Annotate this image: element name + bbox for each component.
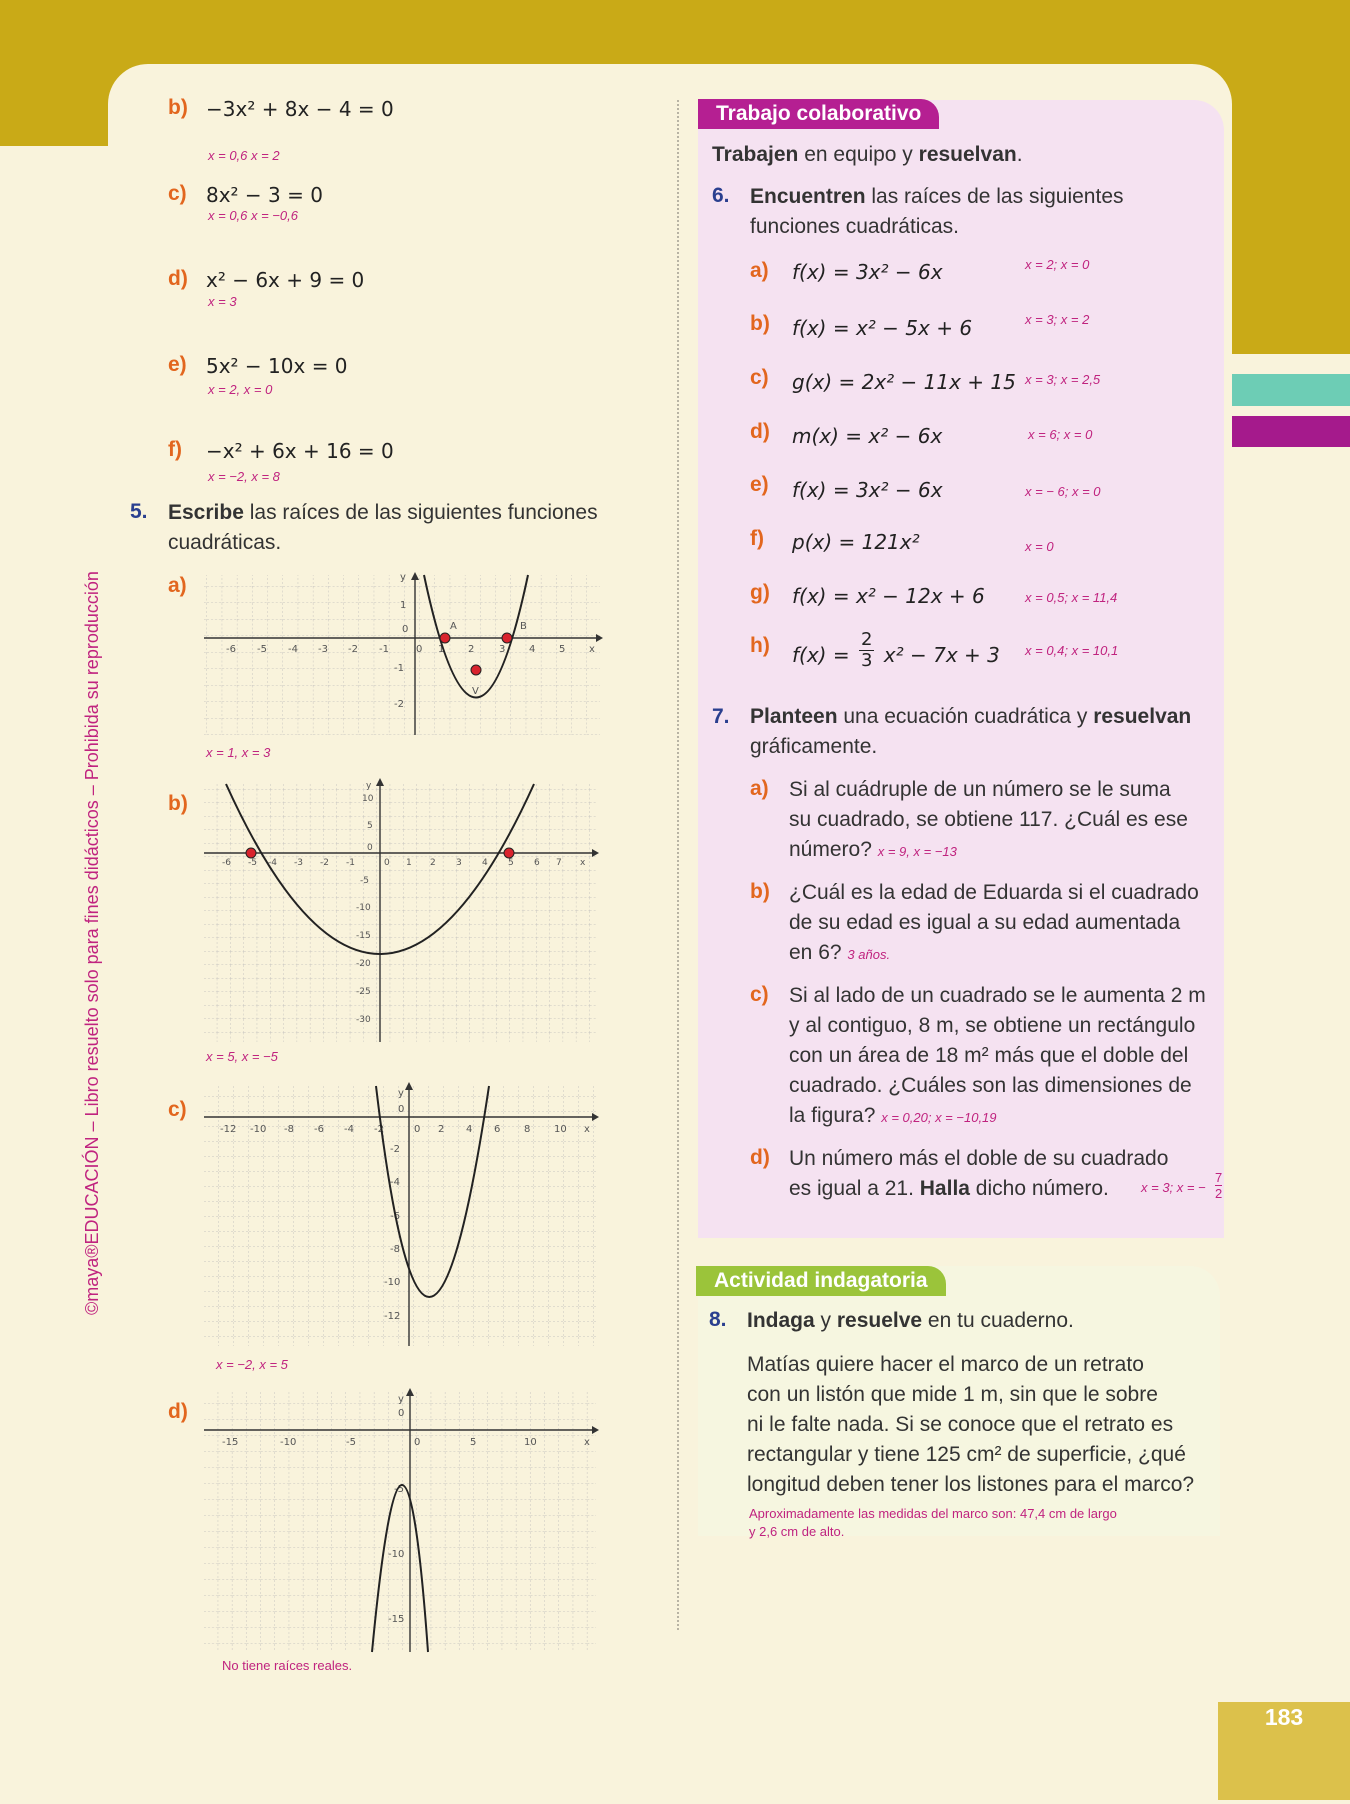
svg-text:8: 8 [524,1124,531,1135]
svg-text:5: 5 [508,858,514,868]
svg-text:-5: -5 [257,644,267,655]
answer: x = − 6; x = 0 [1025,484,1101,499]
svg-text:7: 7 [556,858,562,868]
svg-text:-20: -20 [356,959,371,969]
svg-text:4: 4 [529,644,536,655]
problem-text: Si al cuádruple de un número se le suma su cuadrado, se obtiene 117. ¿Cuál es ese número? x = 9, x = −13 [789,778,1188,861]
page-number: 183 [1264,1704,1304,1730]
graph-label: d) [168,1400,188,1423]
equation: f(x) = 3x² − 6x [792,478,943,502]
question-number: 7. [712,705,730,728]
svg-text:-25: -25 [356,987,371,997]
answer: x = 0,4; x = 10,1 [1025,643,1119,658]
equation: f(x) = x² − 12x + 6 [792,584,985,608]
svg-text:-10: -10 [384,1277,401,1288]
answer: x = 6; x = 0 [1028,427,1093,442]
svg-text:-10: -10 [250,1124,267,1135]
svg-text:-12: -12 [220,1124,237,1135]
equation: x² − 6x + 9 = 0 [206,268,365,292]
svg-text:x: x [589,644,595,655]
problem-text: ¿Cuál es la edad de Eduarda si el cuadrado de su edad es igual a su edad aumentada en 6? 3 años. [789,881,1199,964]
svg-text:-6: -6 [390,1211,400,1222]
svg-text:-15: -15 [222,1437,239,1448]
svg-text:10: 10 [554,1124,567,1135]
question-7-text: Planteen una ecuación cuadrática y resuelvan gráficamente. [750,705,1192,758]
question-number: 5. [130,500,148,523]
svg-text:-10: -10 [280,1437,297,1448]
svg-text:-10: -10 [356,903,371,913]
equation: 5x² − 10x = 0 [206,354,348,378]
svg-text:2: 2 [430,858,436,868]
root-point [440,633,450,643]
vertex-point [471,665,481,675]
svg-text:-2: -2 [348,644,358,655]
svg-text:-4: -4 [390,1177,400,1188]
problem-text: Si al lado de un cuadrado se le aumenta 2 m y al contiguo, 8 m, se obtiene un rectángulo con un área de 18 m² más que el doble del cuadrado. ¿Cuáles son las dimensiones de la figura? x = 0,20; x = −10,19 [789,984,1206,1127]
answer: x = −2, x = 5 [216,1357,288,1372]
svg-text:1: 1 [406,858,412,868]
svg-text:5: 5 [470,1437,477,1448]
answer: x = −2, x = 8 [208,469,280,484]
item-label: d) [750,420,770,443]
left-strip [0,146,8,1800]
svg-text:-30: -30 [356,1015,371,1025]
item-label: a) [750,259,769,282]
right-band [1232,0,1350,354]
answer: x = 2; x = 0 [1025,257,1090,272]
svg-text:5: 5 [559,644,566,655]
svg-text:-15: -15 [388,1614,405,1625]
svg-text:-15: -15 [356,931,371,941]
item-label: d) [750,1146,770,1169]
section-tab-mint[interactable] [1232,374,1350,406]
svg-text:2: 2 [468,644,475,655]
item-label: e) [168,353,187,376]
answer: Aproximadamente las medidas del marco son: 47,4 cm de largo [749,1506,1117,1521]
svg-text:-10: -10 [388,1549,405,1560]
svg-text:-2: -2 [320,858,329,868]
svg-text:-5: -5 [248,858,257,868]
collab-intro: Trabajen en equipo y resuelvan. [712,143,1023,166]
equation: 8x² − 3 = 0 [206,183,323,207]
collaborative-header: Trabajo colaborativo [698,99,939,129]
svg-text:1: 1 [400,600,407,611]
answer: x = 3; x = 2 [1025,312,1090,327]
item-label: h) [750,634,770,657]
item-label: e) [750,473,769,496]
svg-text:4: 4 [482,858,488,868]
answer: x = 1, x = 3 [206,745,271,760]
graph-d [204,1388,604,1656]
question-number: 8. [709,1308,727,1331]
svg-text:-4: -4 [268,858,277,868]
svg-text:0: 0 [398,1408,405,1419]
answer: x = 2, x = 0 [208,382,273,397]
graph-label: a) [168,574,187,597]
answer: x = 0,5; x = 11,4 [1025,590,1118,605]
svg-text:-5: -5 [346,1437,356,1448]
root-point [502,633,512,643]
svg-text:0: 0 [384,858,390,868]
svg-text:-5: -5 [394,1484,404,1495]
section-tab-magenta[interactable] [1232,416,1350,447]
svg-text:y: y [398,1088,404,1099]
svg-text:0: 0 [367,843,373,853]
svg-text:A: A [450,621,457,632]
item-label: b) [168,96,188,119]
item-label: c) [750,983,769,1006]
item-label: c) [168,182,187,205]
svg-text:-6: -6 [222,858,231,868]
item-label: b) [750,880,770,903]
graph-a [204,570,604,740]
column-divider [677,100,679,1630]
item-label: f) [168,438,182,461]
svg-text:3: 3 [456,858,462,868]
svg-text:y: y [398,1394,404,1405]
svg-text:5: 5 [367,821,373,831]
svg-text:x: x [584,1437,590,1448]
svg-text:-1: -1 [394,663,404,674]
svg-text:x: x [584,1124,590,1135]
question-number: 6. [712,184,730,207]
svg-text:-6: -6 [226,644,236,655]
svg-text:2: 2 [438,1124,445,1135]
answer: x = 3 [208,294,237,309]
answer: No tiene raíces reales. [222,1658,353,1673]
answer: x = 0,6 x = −0,6 [208,208,298,223]
svg-text:y: y [400,572,406,583]
answer: x = 0 [1025,539,1054,554]
svg-text:-2: -2 [374,1124,384,1135]
answer: y 2,6 cm de alto. [749,1524,845,1539]
graph-b [204,776,604,1046]
svg-text:B: B [520,621,527,632]
equation: m(x) = x² − 6x [792,424,943,448]
question-8-text: Indaga y resuelve en tu cuaderno. [747,1309,1074,1332]
equation: f(x) = $\frac{2}{3}$ x² − 7x + 3 [792,629,1000,671]
svg-text:x: x [580,858,586,868]
svg-text:0: 0 [416,644,423,655]
question-6-text: Encuentren las raíces de las siguientes funciones cuadráticas. [750,185,1124,238]
svg-text:-12: -12 [384,1311,401,1322]
svg-text:-5: -5 [360,876,369,886]
svg-text:-3: -3 [318,644,328,655]
svg-text:0: 0 [414,1124,421,1135]
item-label: g) [750,581,770,604]
svg-text:y: y [366,781,372,791]
item-label: a) [750,777,769,800]
answer: x = 3; x = 2,5 [1025,372,1101,387]
answer: x = 3; x = − [1141,1180,1206,1195]
svg-text:0: 0 [414,1437,421,1448]
svg-text:-2: -2 [390,1144,400,1155]
equation: f(x) = 3x² − 6x [792,260,943,284]
equation: −x² + 6x + 16 = 0 [206,439,394,463]
svg-text:-1: -1 [346,858,355,868]
equation: −3x² + 8x − 4 = 0 [206,97,394,121]
svg-text:-3: -3 [294,858,303,868]
svg-text:1: 1 [438,644,445,655]
answer-fraction: 7 2 [1215,1170,1223,1201]
svg-text:-1: -1 [379,644,389,655]
graph-label: c) [168,1098,187,1121]
svg-text:3: 3 [499,644,506,655]
svg-text:6: 6 [534,858,540,868]
item-label: d) [168,267,188,290]
svg-text:-4: -4 [288,644,298,655]
graph-c [204,1082,604,1352]
svg-text:-4: -4 [344,1124,354,1135]
equation: f(x) = x² − 5x + 6 [792,316,973,340]
svg-text:10: 10 [362,794,374,804]
problem-text: Un número más el doble de su cuadrado es igual a 21. Halla dicho número. [789,1147,1169,1200]
item-label: c) [750,366,769,389]
copyright-side-text: ©maya®EDUCACIÓN – Libro resuelto solo para fines didácticos – Prohibida su reproducción [82,571,102,1315]
svg-text:0: 0 [398,1104,405,1115]
svg-text:0: 0 [402,624,409,635]
item-label: b) [750,312,770,335]
equation: p(x) = 121x² [792,530,920,554]
question-5-text: Escribe las raíces de las siguientes funciones cuadráticas. [168,501,598,554]
svg-text:-8: -8 [390,1244,400,1255]
svg-text:4: 4 [466,1124,473,1135]
graph-label: b) [168,792,188,815]
problem-text: Matías quiere hacer el marco de un retrato con un listón que mide 1 m, sin que le sobre ni le falte nada. Si se conoce que el retrato es rectangular y tiene 125 cm² de superficie, ¿qué longitud deben tener los listones para el marco? [747,1353,1195,1496]
item-label: f) [750,527,764,550]
svg-text:V: V [472,686,479,697]
svg-text:-8: -8 [284,1124,294,1135]
inquiry-header: Actividad indagatoria [696,1266,946,1296]
answer: x = 5, x = −5 [206,1049,278,1064]
svg-text:10: 10 [524,1437,537,1448]
equation: g(x) = 2x² − 11x + 15 [792,370,1016,394]
svg-text:-6: -6 [314,1124,324,1135]
svg-text:-2: -2 [394,699,404,710]
answer: x = 0,6 x = 2 [208,148,280,163]
svg-text:6: 6 [494,1124,501,1135]
